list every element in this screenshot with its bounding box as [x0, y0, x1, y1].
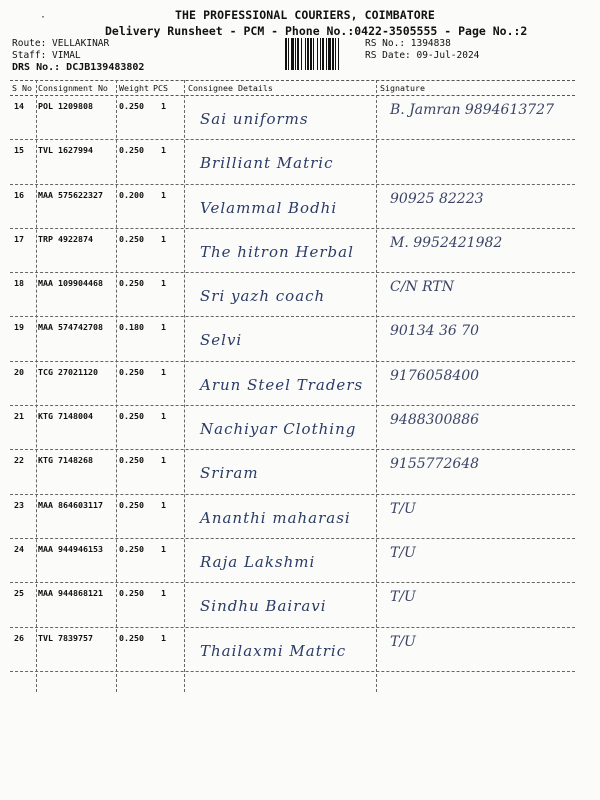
row-consignment-no: TVL 7839757	[38, 632, 93, 643]
row-consignee: Velammal Bodhi	[200, 198, 338, 217]
row-sno: 26	[14, 632, 24, 643]
table-row	[10, 140, 575, 184]
row-weight: 0.250	[119, 145, 144, 156]
row-signature: T/U	[390, 633, 416, 650]
table-row	[10, 583, 575, 627]
col-sno: S No	[12, 83, 32, 93]
row-pcs: 1	[161, 632, 166, 643]
row-consignee: Sindhu Bairavi	[200, 597, 327, 616]
row-consignee: The hitron Herbal	[200, 242, 354, 261]
row-pcs: 1	[161, 145, 166, 156]
row-consignment-no: KTG 7148004	[38, 411, 93, 422]
row-sno: 19	[14, 322, 24, 333]
row-sno: 25	[14, 588, 24, 599]
rs-number: RS No.: 1394838	[365, 38, 451, 49]
row-signature: T/U	[390, 589, 416, 606]
row-pcs: 1	[161, 233, 166, 244]
corner-mark: ·	[40, 12, 47, 23]
table-row	[10, 185, 575, 229]
rs-info	[365, 38, 479, 62]
row-weight: 0.250	[119, 455, 144, 466]
col-divider	[36, 80, 37, 692]
row-consignment-no: TCG 27021120	[38, 366, 98, 377]
table-row	[10, 229, 575, 273]
table-body	[10, 96, 575, 672]
row-consignment-no: MAA 864603117	[38, 499, 103, 510]
row-pcs: 1	[161, 101, 166, 111]
col-divider	[376, 80, 377, 692]
table-row	[10, 362, 575, 406]
col-divider	[184, 80, 185, 692]
runsheet-subtitle: Delivery Runsheet - PCM - Phone No.:0422-3505555 - Page No.:2	[105, 24, 528, 38]
row-signature: M. 9952421982	[390, 234, 503, 251]
row-pcs: 1	[161, 322, 166, 333]
table-row	[10, 96, 575, 140]
row-consignment-no: MAA 944946153	[38, 543, 103, 554]
row-signature: B. Jamran 9894613727	[390, 102, 555, 118]
col-consignment: Consignment No	[38, 83, 108, 93]
row-pcs: 1	[161, 278, 166, 289]
drs-number: DRS No.: DCJB139483802	[12, 62, 145, 73]
row-consignee: Brilliant Matric	[200, 154, 334, 173]
row-consignment-no: TVL 1627994	[38, 145, 93, 156]
row-consignee: Arun Steel Traders	[200, 375, 364, 394]
row-consignee: Sriram	[200, 464, 259, 483]
row-sno: 22	[14, 455, 24, 466]
row-consignment-no: MAA 944868121	[38, 588, 103, 599]
row-pcs: 1	[161, 588, 166, 599]
table-row	[10, 317, 575, 361]
row-consignee: Ananthi maharasi	[200, 508, 351, 527]
row-sno: 16	[14, 189, 24, 200]
row-consignee: Sri yazh coach	[200, 287, 326, 306]
row-sno: 20	[14, 366, 24, 377]
row-sno: 18	[14, 278, 24, 289]
table-row	[10, 406, 575, 450]
row-consignment-no: MAA 574742708	[38, 322, 103, 333]
col-weight: Weight	[119, 83, 149, 93]
table-row	[10, 450, 575, 494]
row-consignment-no: MAA 575622327	[38, 189, 103, 200]
row-pcs: 1	[161, 411, 166, 422]
row-sno: 21	[14, 411, 24, 422]
company-title: THE PROFESSIONAL COURIERS, COIMBATORE	[175, 8, 435, 22]
table-row	[10, 273, 575, 317]
table-row	[10, 628, 575, 672]
row-consignee: Selvi	[200, 331, 243, 350]
row-sno: 17	[14, 233, 24, 244]
row-weight: 0.250	[119, 588, 144, 599]
col-consignee: Consignee Details	[188, 83, 273, 93]
col-signature: Signature	[380, 83, 425, 93]
row-signature: 90134 36 70	[390, 323, 480, 340]
row-consignment-no: POL 1209808	[38, 101, 93, 111]
row-signature: 90925 82223	[390, 190, 484, 207]
row-signature: T/U	[390, 544, 416, 561]
row-consignment-no: KTG 7148268	[38, 455, 93, 466]
row-signature: 9176058400	[390, 367, 480, 384]
row-weight: 0.250	[119, 411, 144, 422]
row-sno: 23	[14, 499, 24, 510]
route-text: Route: VELLAKINAR	[12, 38, 110, 49]
row-weight: 0.250	[119, 543, 144, 554]
row-pcs: 1	[161, 543, 166, 554]
row-pcs: 1	[161, 455, 166, 466]
table-row	[10, 539, 575, 583]
row-weight: 0.250	[119, 101, 144, 111]
col-divider	[116, 80, 117, 692]
row-sno: 15	[14, 145, 24, 156]
row-signature: T/U	[390, 500, 416, 517]
row-weight: 0.250	[119, 233, 144, 244]
row-consignee: Nachiyar Clothing	[200, 420, 357, 439]
staff-text: Staff: VIMAL	[12, 50, 81, 61]
row-consignee: Thailaxmi Matric	[200, 641, 347, 660]
rs-date: RS Date: 09-Jul-2024	[365, 50, 480, 61]
row-pcs: 1	[161, 189, 166, 200]
row-consignee: Raja Lakshmi	[200, 552, 316, 571]
row-consignment-no: TRP 4922874	[38, 233, 93, 244]
row-weight: 0.250	[119, 278, 144, 289]
row-weight: 0.250	[119, 499, 144, 510]
row-sno: 24	[14, 543, 24, 554]
route-info	[12, 38, 144, 74]
row-weight: 0.180	[119, 322, 144, 333]
row-consignment-no: MAA 109904468	[38, 278, 103, 289]
row-consignee: Sai uniforms	[200, 110, 309, 128]
row-signature: 9155772648	[390, 456, 480, 473]
row-pcs: 1	[161, 499, 166, 510]
row-pcs: 1	[161, 366, 166, 377]
barcode-image	[285, 38, 357, 70]
row-sno: 14	[14, 101, 24, 111]
row-weight: 0.200	[119, 189, 144, 200]
runsheet-table	[10, 80, 575, 672]
table-row	[10, 495, 575, 539]
row-weight: 0.250	[119, 366, 144, 377]
row-signature: C/N RTN	[390, 279, 455, 296]
row-weight: 0.250	[119, 632, 144, 643]
col-pcs: PCS	[153, 83, 168, 93]
table-header	[10, 80, 575, 96]
row-signature: 9488300886	[390, 412, 480, 429]
